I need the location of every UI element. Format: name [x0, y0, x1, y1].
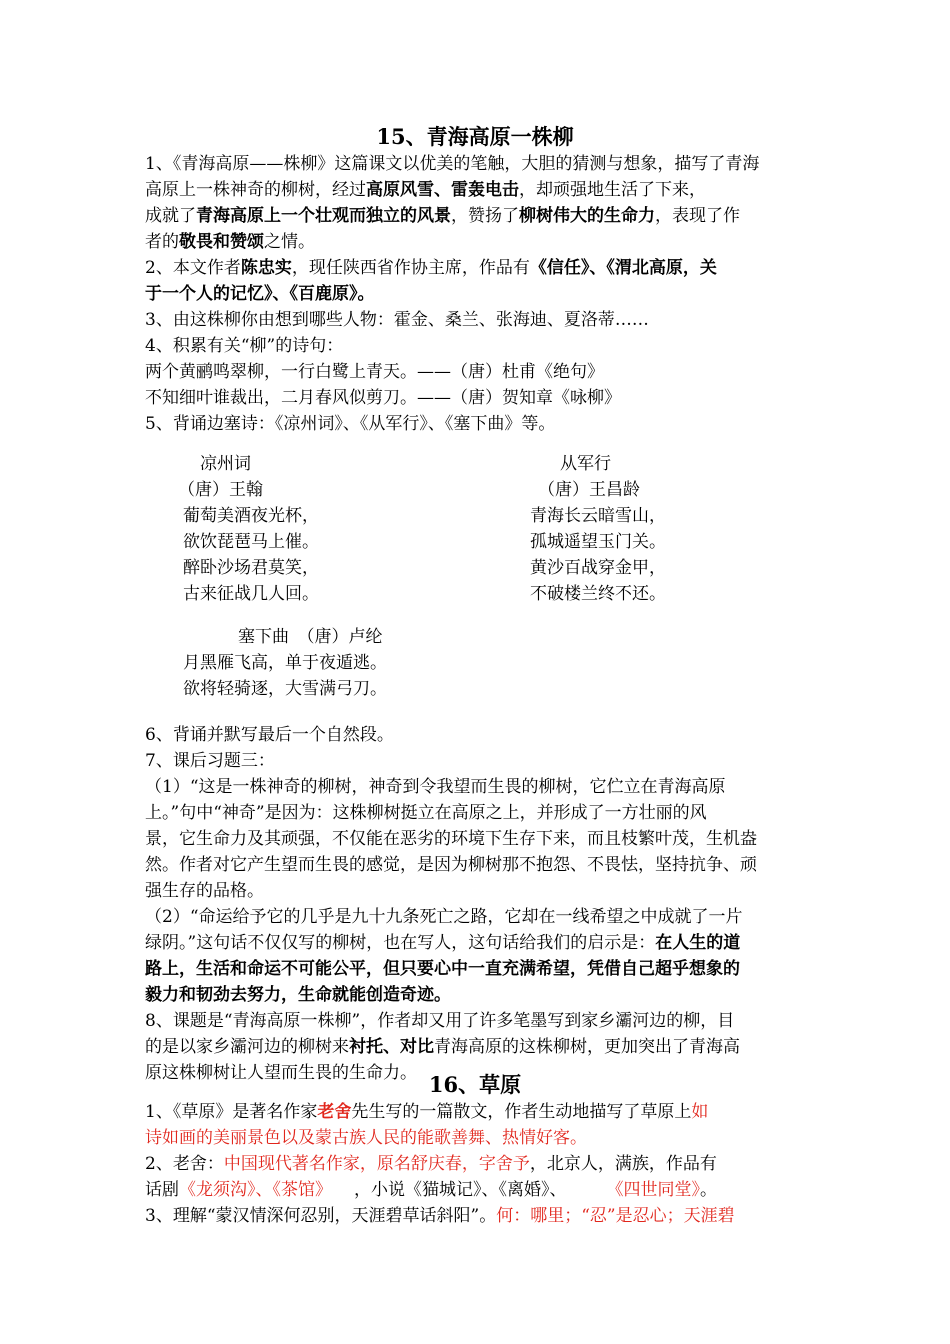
p2-line1	[145, 255, 810, 281]
text: 成就了	[145, 206, 196, 226]
p7-q1-line: 景，它生命力及其顽强，不仅能在恶劣的环境下生存下来，而且枝繁叶茂，生机盎	[145, 829, 757, 849]
bold-text: 敬畏和赞颂	[179, 232, 264, 252]
p3-line: 3、由这株柳你由想到哪些人物：霍金、桑兰、张海迪、夏洛蒂……	[145, 310, 649, 330]
p6-line: 6、背诵并默写最后一个自然段。	[145, 725, 394, 745]
p7-q2-line2	[145, 930, 810, 956]
poem-liangzhou-line: 古来征战几人回。	[183, 584, 319, 604]
text: 2、本文作者	[145, 258, 241, 278]
poem-liangzhou-line: 葡萄美酒夜光杯，	[183, 506, 319, 526]
p2-line2: 于一个人的记忆》、《百鹿原》。	[145, 284, 375, 304]
poem-saixia-line: 月黑雁飞高，单于夜遁逃。	[183, 653, 387, 673]
text: ，赞扬了	[451, 206, 519, 226]
text: 话剧	[145, 1180, 179, 1200]
text: 绿阴。”这句话不仅仅写的柳树，也在写人，这句话给我们的启示是：	[145, 933, 656, 953]
text: 先生写的一篇散文，作者生动地描写了草原上	[351, 1102, 692, 1122]
bold-text: 柳树伟大的生命力	[519, 206, 655, 226]
red-text: 如	[691, 1102, 709, 1122]
text: 之情。	[264, 232, 315, 252]
bold-text: 《信任》、《渭北高原，关	[529, 258, 717, 278]
red-text: 中国现代著名作家，原名舒庆春，字舍予	[223, 1154, 530, 1174]
poem-saixia-title: 塞下曲 （唐）卢纶	[238, 627, 383, 647]
p4-line1: 4、积累有关“柳”的诗句：	[145, 336, 344, 356]
p7-q1-line: 上。”句中“神奇”是因为：这株柳树挺立在高原之上，并形成了一方壮丽的风	[145, 803, 707, 823]
text: ，北京人，满族，作品有	[529, 1154, 717, 1174]
poem-saixia-line: 欲将轻骑逐，大雪满弓刀。	[183, 679, 387, 699]
bold-text: 高原风雪、雷轰电击	[366, 180, 519, 200]
l16-p1-line1	[145, 1099, 810, 1125]
p8-line2	[145, 1034, 810, 1060]
red-bold-text: 老舍	[317, 1102, 352, 1122]
p5-line: 5、背诵边塞诗：《凉州词》、《从军行》、《塞下曲》等。	[145, 414, 556, 434]
p7-q1-line: 强生存的品格。	[145, 881, 264, 901]
red-text: 《四世同堂》	[606, 1180, 700, 1200]
text: ，表现了作	[655, 206, 740, 226]
p7-q2-line4: 毅力和韧劲去努力，生命就能创造奇迹。	[145, 985, 451, 1005]
l16-p3-line1	[145, 1203, 810, 1229]
p1-line2	[145, 177, 810, 203]
lesson15-title: 15、青海高原一株柳	[376, 124, 574, 149]
poem-liangzhou-title: 凉州词	[200, 454, 251, 474]
p7-q1-line: （1）“这是一株神奇的柳树，神奇到令我望而生畏的柳树，它伫立在青海高原	[145, 777, 726, 797]
red-text: 何：哪里；“忍”是忍心；天涯碧	[496, 1206, 735, 1226]
bold-text: 青海高原上一个壮观而独立的风景	[196, 206, 451, 226]
red-text: 《龙须沟》、《茶馆》	[179, 1180, 332, 1200]
text: 1、《草原》是著名作家	[145, 1102, 318, 1122]
poem-congjun-line: 黄沙百战穿金甲，	[530, 558, 666, 578]
p4-line3: 不知细叶谁裁出，二月春风似剪刀。——（唐）贺知章《咏柳》	[145, 388, 621, 408]
p1-line4	[145, 229, 810, 255]
poem-liangzhou-line: 欲饮琵琶马上催。	[183, 532, 319, 552]
p8-line3: 原这株柳树让人望而生畏的生命力。	[145, 1063, 417, 1083]
text: 的是以家乡灞河边的柳树来	[145, 1037, 349, 1057]
text: ，小说《猫城记》、《离婚》、	[354, 1180, 567, 1200]
poem-liangzhou-author: （唐）王翰	[178, 480, 263, 500]
l16-p2-line2	[145, 1177, 810, 1203]
p1-line3	[145, 203, 810, 229]
p8-line1: 8、课题是“青海高原一株柳”，作者却又用了许多笔墨写到家乡灞河边的柳，目	[145, 1011, 735, 1031]
poem-liangzhou-line: 醉卧沙场君莫笑，	[183, 558, 319, 578]
p7-q2-line3: 路上，生活和命运不可能公平，但只要心中一直充满希望，凭借自己超乎想象的	[145, 959, 740, 979]
text: 2、老舍：	[145, 1154, 224, 1174]
text: 3、理解“蒙汉情深何忍别，天涯碧草话斜阳”。	[145, 1206, 497, 1226]
bold-text: 衬托、对比	[349, 1037, 434, 1057]
text: 高原上一株神奇的柳树，经过	[145, 180, 366, 200]
p7-q2-line1: （2）“命运给予它的几乎是九十九条死亡之路，它却在一线希望之中成就了一片	[145, 907, 743, 927]
poem-congjun-author: （唐）王昌龄	[538, 480, 640, 500]
lesson16-title: 16、草原	[428, 1072, 522, 1097]
text: ，现任陕西省作协主席，作品有	[291, 258, 530, 278]
text: 青海高原的这株柳树，更加突出了青海高	[434, 1037, 740, 1057]
text: 。	[700, 1180, 717, 1200]
l16-p1-line2: 诗如画的美丽景色以及蒙古族人民的能歌善舞、热情好客。	[145, 1128, 587, 1148]
bold-text: 在人生的道	[655, 933, 741, 953]
text: 者的	[145, 232, 179, 252]
p7-heading: 7、课后习题三：	[145, 751, 275, 771]
l16-p2-line1	[145, 1151, 810, 1177]
poem-congjun-line: 孤城遥望玉门关。	[530, 532, 666, 552]
p4-line2: 两个黄鹂鸣翠柳，一行白鹭上青天。——（唐）杜甫《绝句》	[145, 362, 604, 382]
poem-congjun-line: 青海长云暗雪山，	[530, 506, 666, 526]
bold-text: 陈忠实	[240, 258, 292, 278]
p1-line1: 1、《青海高原——株柳》这篇课文以优美的笔触，大胆的猜测与想象，描写了青海	[145, 154, 760, 174]
text: ，却顽强地生活了下来，	[519, 180, 706, 200]
poem-congjun-title: 从军行	[560, 454, 611, 474]
p7-q1-line: 然。作者对它产生望而生畏的感觉，是因为柳树那不抱怨、不畏怯，坚持抗争、顽	[145, 855, 757, 875]
poem-congjun-line: 不破楼兰终不还。	[530, 584, 666, 604]
